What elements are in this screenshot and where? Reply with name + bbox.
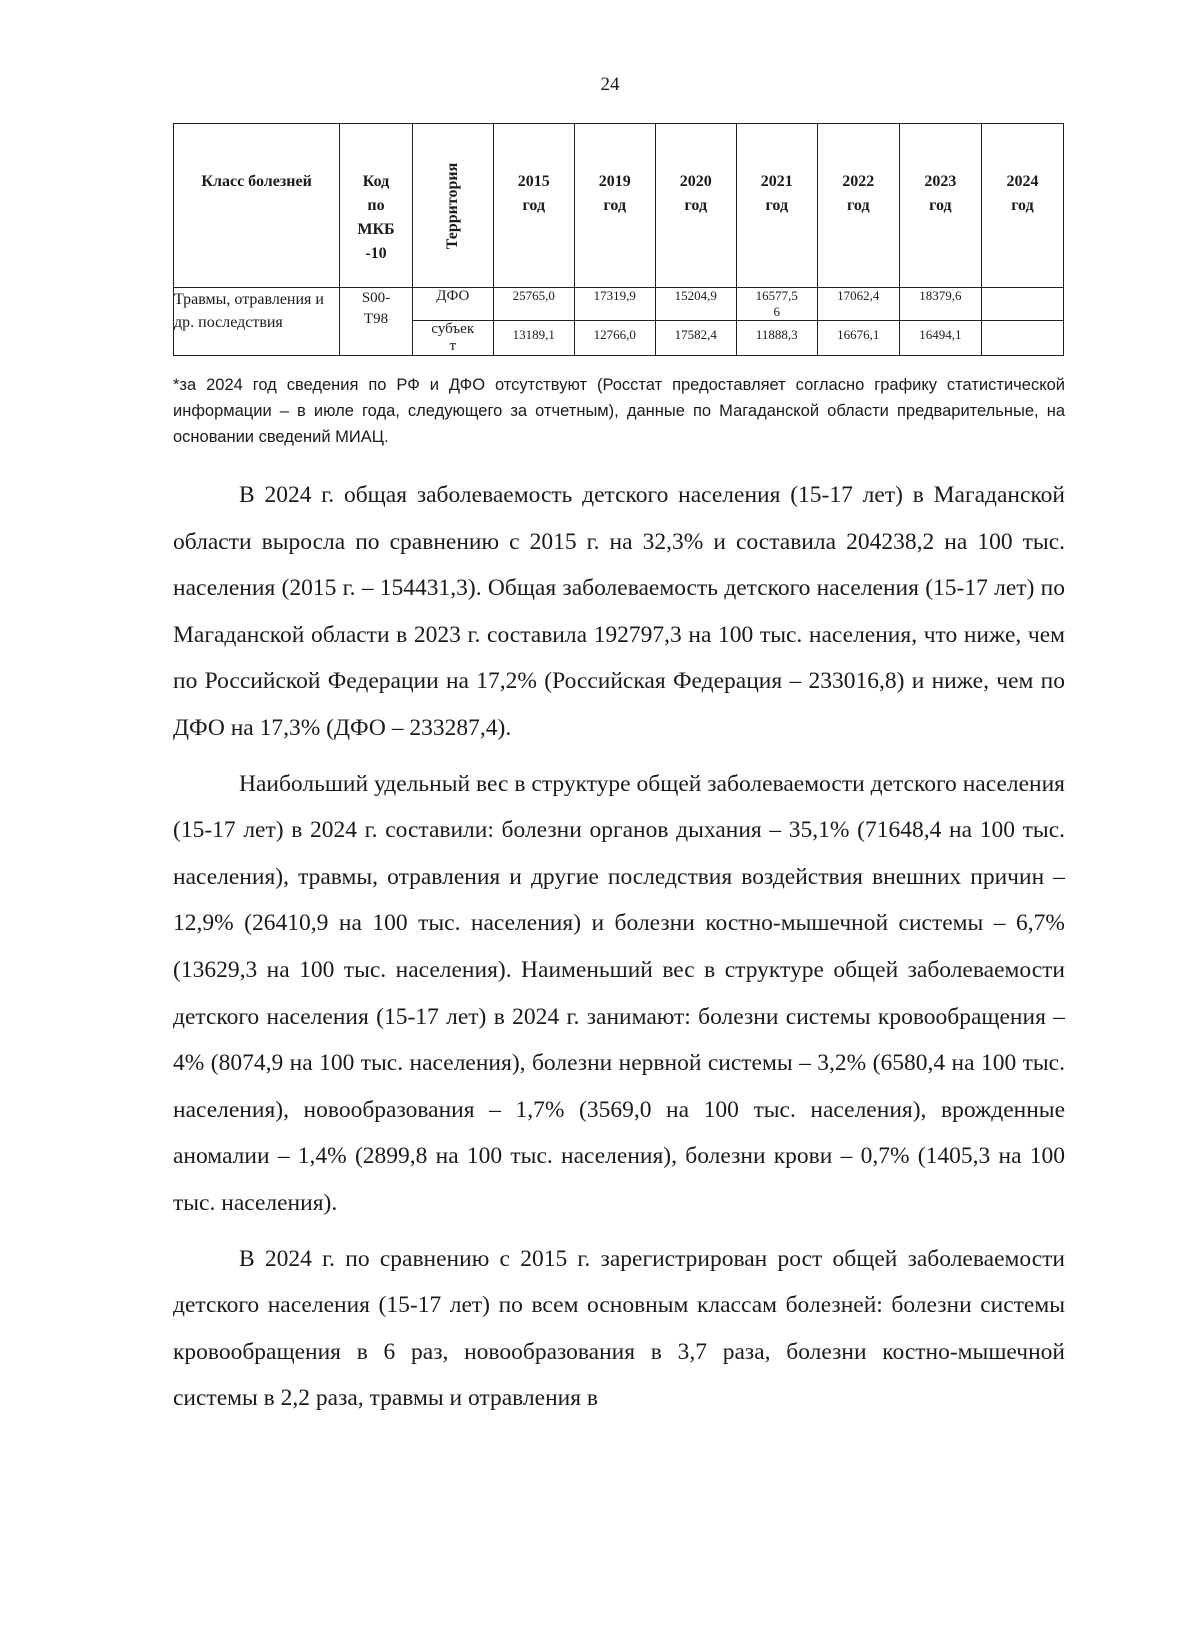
header-year: 2020	[679, 173, 712, 190]
header-year-2020	[655, 124, 736, 288]
header-territory	[412, 124, 493, 288]
paragraph: В 2024 г. по сравнению с 2015 г. зарегистрирован рост общей заболеваемости детского населения (15-17 лет) по всем основным классам болезней: болезни системы кровообращения в 6 раз, новообразования в 3,7 раза, болезни костно-мышечной системы в 2,2 раза, травмы и отравления в	[173, 1245, 1065, 1412]
paragraph: В 2024 г. общая заболеваемость детского населения (15-17 лет) в Магаданской области выросла по сравнению с 2015 г. на 32,3% и составила 204238,2 на 100 тыс. населения (2015 г. – 154431,3). Общая заболеваемость детского населения (15-17 лет) по Магаданской области в 2023 г. составила 192797,3 на 100 тыс. населения, что ниже, чем по Российской Федерации на 17,2% (Российская Федерация – 233016,8) и ниже, чем по ДФО на 17,3% (ДФО – 233287,4).	[173, 482, 1065, 741]
header-year-unit: год	[929, 197, 952, 214]
page-number: 24	[600, 74, 620, 95]
header-code-line: по	[367, 197, 385, 214]
header-year: 2022	[842, 173, 875, 190]
header-year-2024	[981, 124, 1063, 288]
paragraph: Наибольший удельный вес в структуре общей заболеваемости детского населения (15-17 лет) в 2024 г. составили: болезни органов дыхания – 35,1% (71648,4 на 100 тыс. населения), травмы, отравления и другие последствия воздействия внешних причин – 12,9% (26410,9 на 100 тыс. населения) и болезни костно-мышечной системы – 6,7% (13629,3 на 100 тыс. населения). Наименьший вес в структуре общей заболеваемости детского населения (15-17 лет) в 2024 г. занимают: болезни системы кровообращения – 4% (8074,9 на 100 тыс. населения), болезни нервной системы – 3,2% (6580,4 на 100 тыс. населения), новообразования – 1,7% (3569,0 на 100 тыс. населения), врожденные аномалии – 1,4% (2899,8 на 100 тыс. населения), болезни крови – 0,7% (1405,3 на 100 тыс. населения).	[173, 770, 1065, 1216]
body-text	[173, 472, 1065, 1422]
row-code-line: T98	[363, 311, 389, 327]
header-year: 2021	[760, 173, 793, 190]
morbidity-table	[173, 123, 1064, 356]
header-year-unit: год	[603, 197, 627, 214]
table-cell: 16577,5 6	[736, 288, 817, 321]
header-year: 2024	[1006, 173, 1039, 190]
table-cell: 11888,3	[736, 321, 817, 356]
row-code-line: S00-	[361, 290, 391, 306]
table-cell: 17582,4	[655, 321, 736, 356]
header-year-unit: год	[765, 197, 789, 214]
table-cell: 18379,6	[899, 288, 981, 321]
header-year-2015	[493, 124, 574, 288]
header-code-line: -10	[365, 245, 387, 262]
table-cell: 25765,0	[493, 288, 574, 321]
table-cell: 16494,1	[899, 321, 981, 356]
row-code	[340, 288, 413, 356]
row-class: Травмы, отравления и др. последствия	[174, 288, 340, 356]
footnote: *за 2024 год сведения по РФ и ДФО отсутствуют (Росстат предоставляет согласно графику статистической информации – в июле года, следующего за отчетным), данные по Магаданской области предварительные, на основании сведений МИАЦ.	[173, 376, 1065, 446]
header-code-line: Код	[362, 173, 390, 190]
row-territory: субъек т	[412, 321, 493, 356]
header-year-unit: год	[522, 197, 546, 214]
table-row	[174, 288, 1064, 321]
header-code-line: МКБ	[357, 221, 395, 238]
header-code	[340, 124, 413, 288]
header-class: Класс болезней	[174, 124, 340, 288]
table-cell: 16676,1	[817, 321, 899, 356]
header-year-2022	[817, 124, 899, 288]
header-year: 2019	[598, 173, 631, 190]
header-year-unit: год	[1011, 197, 1034, 214]
table-cell: 12766,0	[574, 321, 655, 356]
table-header-row	[174, 124, 1064, 288]
header-year-unit: год	[847, 197, 870, 214]
table-cell	[981, 288, 1063, 321]
header-year: 2023	[924, 173, 957, 190]
header-year-2019	[574, 124, 655, 288]
header-year-unit: год	[684, 197, 708, 214]
row-territory: ДФО	[412, 288, 493, 321]
table-cell	[981, 321, 1063, 356]
table-cell: 17319,9	[574, 288, 655, 321]
table-cell: 15204,9	[655, 288, 736, 321]
table-cell: 13189,1	[493, 321, 574, 356]
header-year-2021	[736, 124, 817, 288]
header-year-2023	[899, 124, 981, 288]
table-cell: 17062,4	[817, 288, 899, 321]
header-territory-label: Территория	[443, 162, 461, 249]
header-year: 2015	[517, 173, 550, 190]
